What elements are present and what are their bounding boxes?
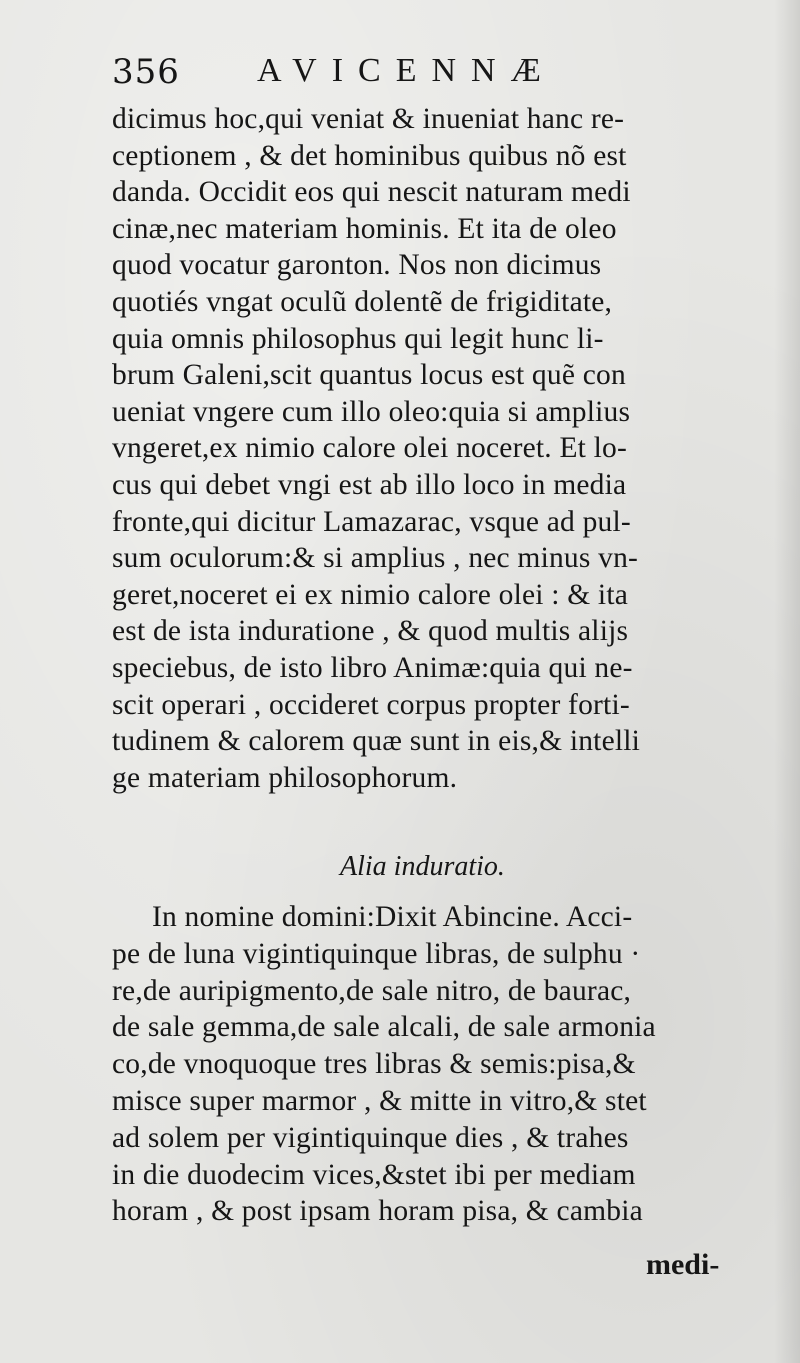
text-line: brum Galeni,scit quantus locus est quẽ con: [112, 359, 626, 392]
text-line: fronte,qui dicitur Lamazarac, vsque ad pul-: [112, 505, 631, 538]
text-line: quia omnis philosophus qui legit hunc li-: [112, 322, 604, 355]
text-line: danda. Occidit eos qui nescit naturam medi: [112, 176, 631, 209]
text-line: est de ista induratione , & quod multis alijs: [112, 615, 629, 648]
text-line: ge materiam philosophorum.: [112, 761, 458, 794]
text-line: co,de vnoquoque tres libras & semis:pisa,&: [112, 1048, 636, 1081]
text-line: horam , & post ipsam horam pisa, & cambia: [112, 1195, 643, 1228]
text-line: quotiés vngat oculũ dolentẽ de frigiditate,: [112, 285, 613, 318]
catchword: medi-: [646, 1248, 720, 1281]
text-line: ceptionem , & det hominibus quibus nõ est: [112, 139, 627, 172]
page-edge-shadow: [774, 0, 800, 1363]
page-number: 356: [112, 52, 180, 92]
text-line: in die duodecim vices,&stet ibi per mediam: [112, 1158, 636, 1191]
text-line: scit operari , occideret corpus propter forti-: [112, 688, 630, 721]
passage-two: [112, 899, 752, 1230]
text-line: geret,noceret ei ex nimio calore olei : & ita: [112, 578, 629, 611]
text-line: cus qui debet vngi est ab illo loco in media: [112, 468, 627, 501]
text-line: re,de auripigmento,de sale nitro, de baurac,: [112, 974, 632, 1007]
text-line: vngeret,ex nimio calore olei noceret. Et lo-: [112, 432, 628, 465]
text-line: misce super marmor , & mitte in vitro,& stet: [112, 1084, 647, 1117]
text-line: dicimus hoc,qui veniat & inueniat hanc re-: [112, 103, 625, 135]
text-line: de sale gemma,de sale alcali, de sale armonia: [112, 1011, 656, 1044]
text-line: pe de luna vigintiquinque libras, de sulphu ·: [112, 937, 641, 970]
passage-one: [112, 101, 752, 796]
text-line: quod vocatur garonton. Nos non dicimus: [112, 249, 602, 282]
text-line: speciebus, de isto libro Animæ:quia qui ne-: [112, 651, 633, 684]
text-line: sum oculorum:& si amplius , nec minus vn-: [112, 542, 639, 575]
text-line: ad solem per vigintiquinque dies , & trahes: [112, 1121, 629, 1154]
text-line: ueniat vngere cum illo oleo:quia si amplius: [112, 395, 631, 428]
text-line: tudinem & calorem quæ sunt in eis,& intelli: [112, 725, 641, 758]
text-line: cinæ,nec materiam hominis. Et ita de oleo: [112, 212, 617, 245]
text-line: In nomine domini:Dixit Abincine. Acci-: [152, 901, 633, 933]
page-header: [112, 52, 672, 102]
running-title: AVICENNÆ: [257, 52, 556, 89]
section-heading: Alia induratio.: [340, 851, 505, 882]
